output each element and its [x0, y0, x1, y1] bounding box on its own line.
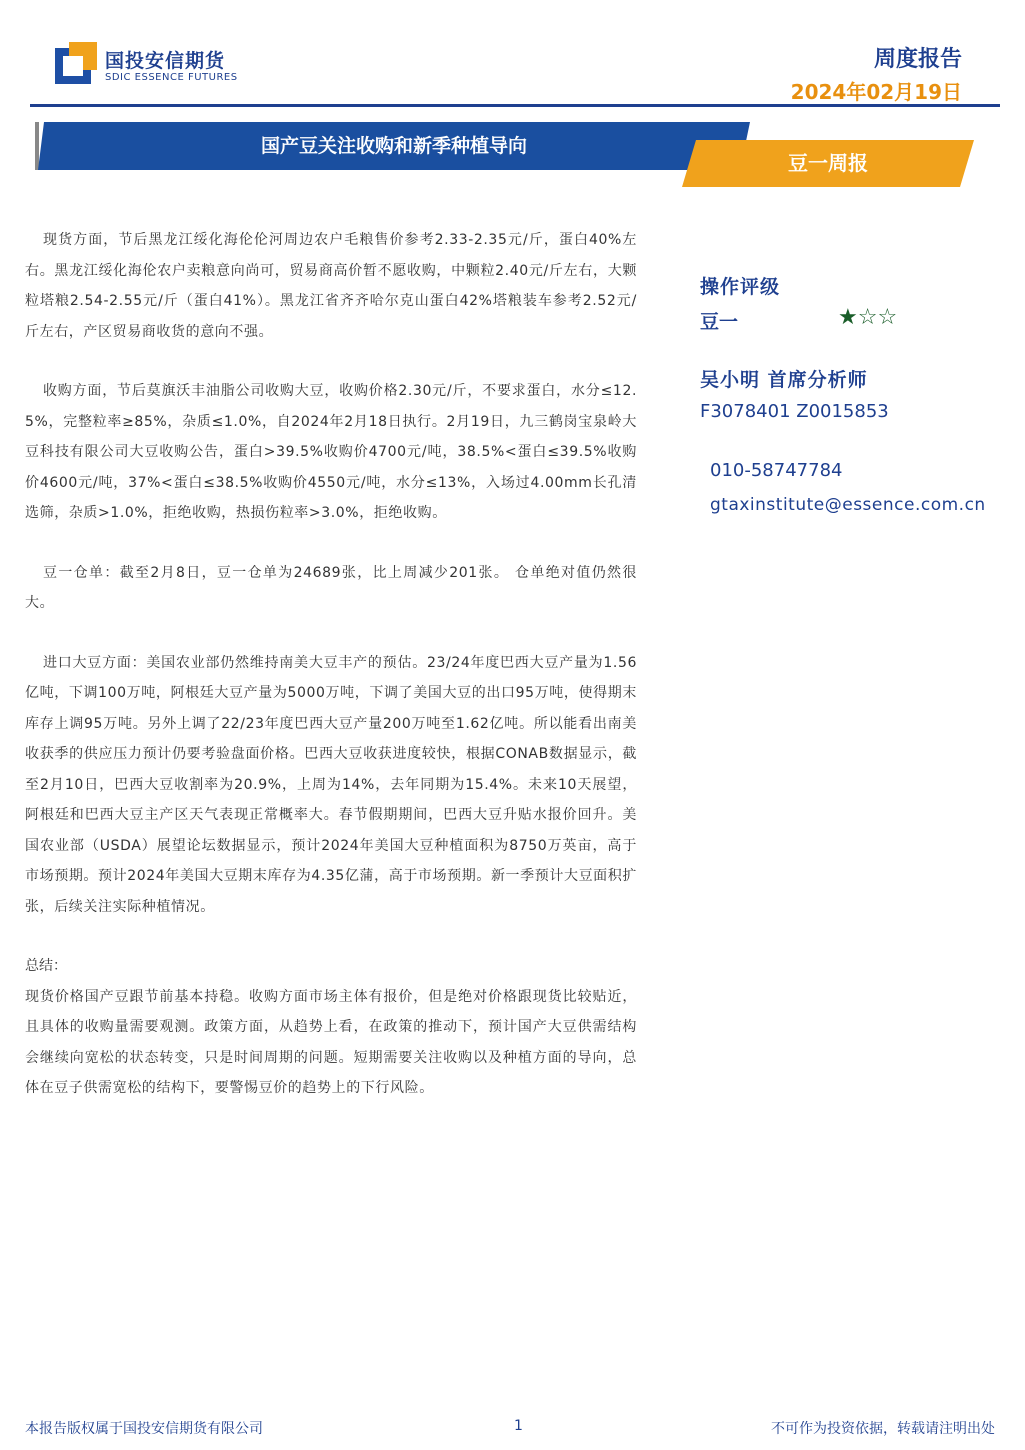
- paragraph-spot: 现货方面，节后黑龙江绥化海伦伦河周边农户毛粮售价参考2.33-2.35元/斤，蛋白40%左右。黑龙江绥化海伦农户卖粮意向尚可，贸易商高价暂不愿收购，中颗粒2.40元/斤左右，大颗粒塔粮2.54-2.55元/斤（蛋白41%）。黑龙江省齐齐哈尔克山蛋白42%塔粮装车参考2.52元/斤左右，产区贸易商收货的意向不强。: [25, 232, 637, 340]
- star-empty-icon: ☆☆: [857, 305, 898, 330]
- rating-stars: [838, 305, 897, 330]
- page-number: 1: [514, 1418, 523, 1434]
- footer-disclaimer: 不可作为投资依据，转载请注明出处: [771, 1421, 995, 1437]
- logo-text-en: SDIC ESSENCE FUTURES: [105, 72, 238, 83]
- rating-heading: 操作评级: [700, 276, 781, 298]
- report-subtitle: 豆一周报: [788, 151, 868, 175]
- summary-heading: 总结：: [25, 958, 67, 974]
- star-filled-icon: ★: [838, 305, 858, 330]
- report-type: 周度报告: [873, 47, 962, 72]
- contact-email[interactable]: gtaxinstitute@essence.com.cn: [710, 495, 986, 515]
- paragraph-warehouse: 豆一仓单：截至2月8日，豆一仓单为24689张，比上周减少201张。 仓单绝对值仍然很大。: [25, 564, 637, 611]
- report-date: 2024年02月19日: [790, 80, 962, 104]
- header-divider: [30, 104, 1000, 107]
- contact-phone: 010-58747784: [710, 460, 843, 481]
- report-title: 国产豆关注收购和新季种植导向: [260, 135, 527, 157]
- rating-item: 豆一: [700, 311, 739, 333]
- analyst-license: F3078401 Z0015853: [700, 401, 889, 422]
- report-body: [25, 225, 637, 1104]
- paragraph-import: 进口大豆方面：美国农业部仍然维持南美大豆丰产的预估。23/24年度巴西大豆产量为1.56亿吨，下调100万吨，阿根廷大豆产量为5000万吨，下调了美国大豆的出口95万吨，使得期末库存上调95万吨。另外上调了22/23年度巴西大豆产量200万吨至1.62亿吨。所以能看出南美收获季的供应压力预计仍要考验盘面价格。巴西大豆收获进度较快，根据CONAB数据显示，截至2月10日，巴西大豆收割率为20.9%，上周为14%，去年同期为15.4%。未来10天展望，阿根廷和巴西大豆主产区天气表现正常概率大。春节假期期间，巴西大豆升贴水报价回升。美国农业部（USDA）展望论坛数据显示，预计2024年美国大豆种植面积为8750万英亩，高于市场预期。预计2024年美国大豆期末库存为4.35亿蒲，高于市场预期。新一季预计大豆面积扩张，后续关注实际种植情况。: [25, 654, 637, 915]
- paragraph-purchase: 收购方面，节后莫旗沃丰油脂公司收购大豆，收购价格2.30元/斤，不要求蛋白，水分≤12.5%，完整粒率≥85%，杂质≤1.0%，自2024年2月18日执行。2月19日，九三鹤岗宝泉岭大豆科技有限公司大豆收购公告，蛋白>39.5%收购价4700元/吨，38.5%<蛋白≤39.5%收购价4600元/吨，37%<蛋白≤38.5%收购价4550元/吨，水分≤13%，入场过4.00mm长孔清选筛，杂质>1.0%，拒绝收购，热损伤粒率>3.0%，拒绝收购。: [25, 383, 637, 521]
- logo-mark-icon: [55, 42, 97, 84]
- logo-text-cn: 国投安信期货: [105, 50, 226, 72]
- summary-text: 现货价格国产豆跟节前基本持稳。收购方面市场主体有报价，但是绝对价格跟现货比较贴近，且具体的收购量需要观测。政策方面，从趋势上看，在政策的推动下，预计国产大豆供需结构会继续向宽松的状态转变，只是时间周期的问题。短期需要关注收购以及种植方面的导向，总体在豆子供需宽松的结构下，要警惕豆价的趋势上的下行风险。: [25, 988, 637, 1096]
- analyst-name: 吴小明 首席分析师: [700, 369, 868, 391]
- company-logo: [55, 42, 255, 92]
- footer-copyright: 本报告版权属于国投安信期货有限公司: [25, 1421, 263, 1437]
